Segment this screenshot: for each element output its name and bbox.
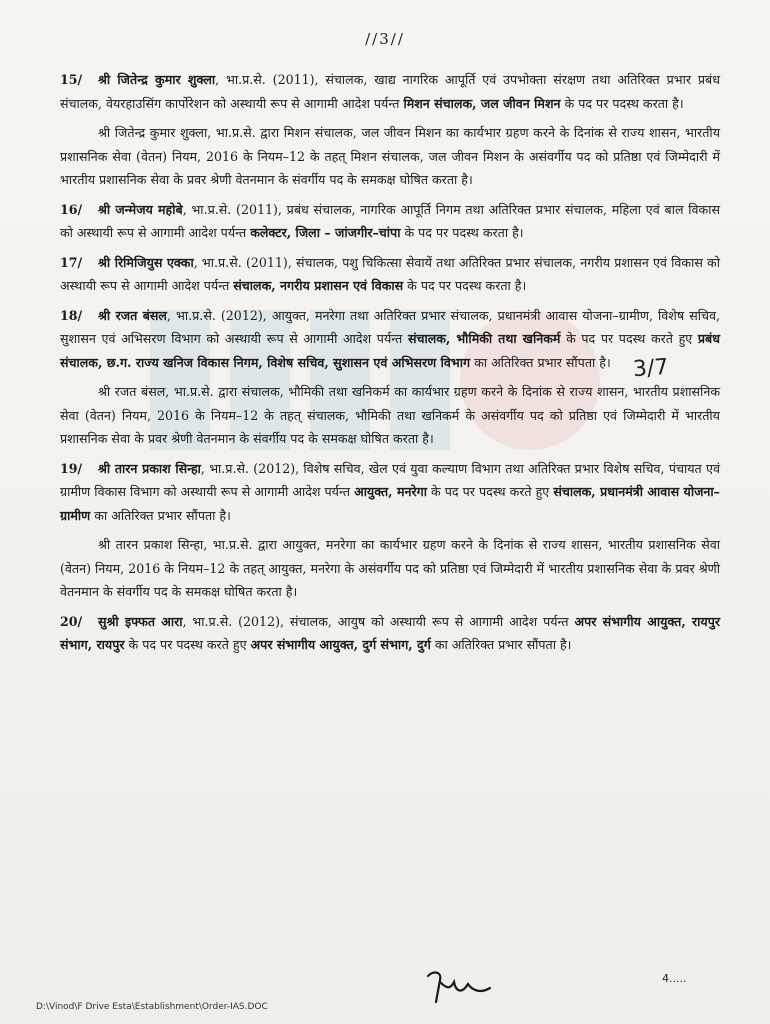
paragraph-text: श्री तारन प्रकाश सिन्हा, भा.प्र.से. द्वारा आयुक्त, मनरेगा का कार्यभार ग्रहण करने के दिनांक से राज्य शासन, भारतीय प्रशासनिक सेवा (वेतन) नियम, 2016 के नियम–12 के तहत् आयुक्त, मनरेगा के असंवर्गीय पद को प्रतिष्ठा एवं जिम्मेदारी में भारतीय प्रशासनिक सेवा के प्रवर श्रेणी वेतनमान के संवर्गीय पद के समकक्ष घोषित करता है। [60,537,720,599]
posting-title: कलेक्टर, जिला – जांजगीर–चांपा [250,225,401,240]
officer-name: श्री तारन प्रकाश सिन्हा [98,460,201,476]
officer-name: श्री रिमिजियुस एक्का [98,254,194,270]
posting-title: संचालक, भौमिकी तथा खनिकर्म [407,331,561,346]
order-note [60,533,720,604]
order-item [60,198,720,245]
paragraph-text: , भा.प्र.से. (2011), प्रबंध संचालक, नागरिक आपूर्ति निगम तथा अतिरिक्त प्रभार संचालक, महिला एवं बाल विकास को अस्थायी रूप से आगामी आदेश पर्यन्त [60,201,721,240]
signature-mark [420,968,500,1008]
paragraph-text: का अतिरिक्त प्रभार सौंपता है। [470,354,611,370]
additional-charge: अपर संभागीय आयुक्त, दुर्ग संभाग, दुर्ग [250,637,431,652]
next-page-indicator: 4..... [662,972,687,985]
order-item [60,457,720,528]
additional-charge: प्रबंध संचालक, छ.ग. राज्य खनिज विकास निगम, विशेष सचिव, सुशासन एवं अभिसरण विभाग [60,331,720,370]
item-number: 16/ [60,201,83,217]
item-number: 15/ [60,72,83,87]
paragraph-text: के पद पर पदस्थ करते हुए [124,637,251,652]
order-note [60,121,720,192]
paragraph-text: , भा.प्र.से. (2011), संचालक, पशु चिकित्सा सेवायें तथा अतिरिक्त प्रभार संचालक, नगरीय प्रशासन एवं विकास को अस्थायी रूप से आगामी आदेश पर्यन्त [60,254,720,293]
paragraph-text: का अतिरिक्त प्रभार सौंपता है। [90,507,231,523]
additional-charge: संचालक, प्रधानमंत्री आवास योजना–ग्रामीण [60,484,720,523]
paragraph-text: श्री रजत बंसल, भा.प्र.से. द्वारा संचालक, भौमिकी तथा खनिकर्म का कार्यभार ग्रहण करने के दिनांक से राज्य शासन, भारतीय प्रशासनिक सेवा (वेतन) नियम, 2016 के नियम–12 के तहत् संचालक, भौमिकी तथा खनिकर्म के असंवर्गीय पद को प्रतिष्ठा एवं जिम्मेदारी में भारतीय प्रशासनिक सेवा के प्रवर श्रेणी वेतनमान के संवर्गीय पद के समकक्ष घोषित करता है। [60,384,720,446]
paragraph-text: , भा.प्र.से. (2012), आयुक्त, मनरेगा तथा अतिरिक्त प्रभार संचालक, प्रधानमंत्री आवास योजना–ग्रामीण, विशेष सचिव, सुशासन एवं अभिसरण विभाग को अस्थायी रूप से आगामी आदेश पर्यन्त [60,307,720,346]
paragraph-text: के पद पर पदस्थ करता है। [400,225,524,240]
item-number: 18/ [60,307,83,323]
paragraph-text: के पद पर पदस्थ करते हुए [560,331,698,346]
file-path: D:\Vinod\F Drive Esta\Establishment\Order-IAS.DOC [36,1002,268,1012]
item-number: 20/ [60,613,83,629]
page-stamp: 3/7 [632,354,670,383]
paragraph-text: , भा.प्र.से. (2012), विशेष सचिव, खेल एवं युवा कल्याण विभाग तथा अतिरिक्त प्रभार विशेष सचिव, पंचायत एवं ग्रामीण विकास विभाग को अस्थायी रूप से आगामी आदेश पर्यन्त [60,460,720,499]
paragraph-text: , भा.प्र.से. (2011), संचालक, खाद्य नागरिक आपूर्ति एवं उपभोक्ता संरक्षण तथा अतिरिक्त प्रभार प्रबंध संचालक, वेयरहाउसिंग कार्पोरेशन को अस्थायी रूप से आगामी आदेश पर्यन्त [60,72,720,111]
posting-title: संचालक, नगरीय प्रशासन एवं विकास [233,278,404,293]
posting-title: अपर संभागीय आयुक्त, रायपुर संभाग, रायपुर [60,613,721,652]
order-body [60,68,720,663]
posting-title: मिशन संचालक, जल जीवन मिशन [403,95,561,111]
order-item [60,610,720,657]
officer-name: सुश्री इफ्फत आरा [98,613,183,629]
item-number: 17/ [60,254,83,270]
paragraph-text: , भा.प्र.से. (2012), संचालक, आयुष को अस्थायी रूप से आगामी आदेश पर्यन्त [182,613,575,629]
posting-title: आयुक्त, मनरेगा [354,484,427,499]
paragraph-text: के पद पर पदस्थ करता है। [403,278,527,293]
page-marker: //3// [365,30,405,48]
order-item [60,304,720,375]
order-note [60,380,720,451]
order-item [60,68,720,115]
officer-name: श्री जितेन्द्र कुमार शुक्ला [98,72,216,87]
paragraph-text: के पद पर पदस्थ करता है। [560,95,684,111]
paragraph-text: के पद पर पदस्थ करते हुए [427,484,554,499]
item-number: 19/ [60,460,83,476]
order-item [60,251,720,298]
paragraph-text: का अतिरिक्त प्रभार सौंपता है। [430,637,572,652]
officer-name: श्री जन्मेजय महोबे [98,201,183,217]
paragraph-text: श्री जितेन्द्र कुमार शुक्ला, भा.प्र.से. द्वारा मिशन संचालक, जल जीवन मिशन का कार्यभार ग्रहण करने के दिनांक से राज्य शासन, भारतीय प्रशासनिक सेवा (वेतन) नियम, 2016 के नियम–12 के तहत् मिशन संचालक, जल जीवन मिशन के असंवर्गीय पद को प्रतिष्ठा एवं जिम्मेदारी में भारतीय प्रशासनिक सेवा के प्रवर श्रेणी वेतनमान के संवर्गीय पद के समकक्ष घोषित करता है। [60,125,720,187]
officer-name: श्री रजत बंसल [98,307,167,323]
